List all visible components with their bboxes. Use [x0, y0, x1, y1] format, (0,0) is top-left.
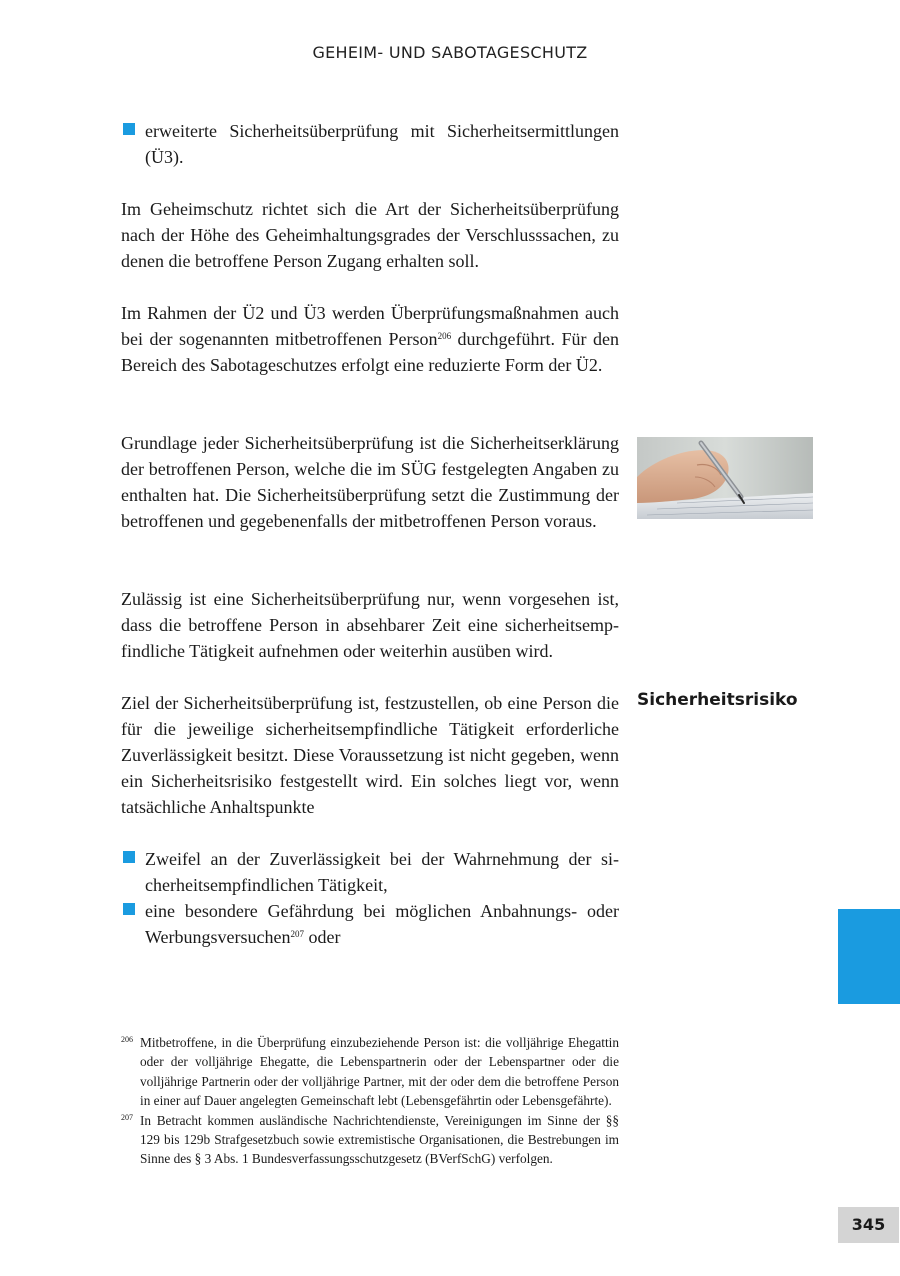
square-bullet-icon [123, 903, 135, 915]
footnote-text: Mitbetroffene, in die Überprüfung einzubeziehende Person ist: die volljährige Ehegattin oder der volljährige Ehegatte, die Lebenspartnerin oder der Lebenspartner oder die volljährige Partnerin oder der volljährige Partner, mit der oder dem die betroffene Person in einer auf Dauer angelegten Gemeinschaft lebt (Lebensgefährtin oder Lebensgefährte). [140, 1035, 619, 1109]
paragraph-text [121, 300, 619, 378]
paragraph-zulaessig [121, 586, 619, 664]
paragraph-text: Im Geheimschutz richtet sich die Art der Sicherheitsüberprüfung nach der Höhe des Geheimhaltungsgrades der Verschlusssachen, zu denen die betroffene Person Zugang erhalten soll. [121, 199, 619, 271]
running-header: GEHEIM- UND SABOTAGESCHUTZ [312, 43, 588, 62]
list-item-text: Zweifel an der Zuverlässigkeit bei der Wahrnehmung der sicherheitsempfindlichen Tätigkeit, [145, 849, 619, 895]
list-item-text-after: oder [304, 927, 341, 947]
list-item-text: erweiterte Sicherheitsüberprüfung mit Sicherheitsermittlungen (Ü3). [145, 121, 619, 167]
square-bullet-icon [123, 123, 135, 135]
footnote-ref-206[interactable]: 206 [437, 331, 452, 341]
paragraph-text: Zulässig ist eine Sicherheitsüberprüfung nur, wenn vorgesehen ist, dass die betroffene Person in absehbarer Zeit eine sicherheitsempfindliche Tätigkeit aufnehmen oder weiterhin ausüben wird. [121, 589, 619, 661]
square-bullet-icon [123, 851, 135, 863]
paragraph-grundlage [121, 430, 619, 534]
footnote-207 [121, 1111, 619, 1169]
chapter-thumb-tab [838, 909, 900, 1004]
paragraph-ziel [121, 690, 619, 820]
bullet-list-top [121, 118, 619, 170]
hand-writing-photo [637, 437, 813, 519]
paragraph-text-before: Im Rahmen der Ü2 und Ü3 werden Überprüfungsmaßnahmen auch bei der sogenannten mitbetroffenen Person [121, 303, 619, 349]
paragraph-mitbetroffene [121, 300, 619, 378]
hand-writing-illustration [637, 437, 813, 519]
footnote-text: In Betracht kommen ausländische Nachrichtendienste, Vereinigungen im Sinne der §§ 129 bis 129b Strafgesetzbuch sowie extremistische Organisationen, die Bestrebungen im Sinne des § 3 Abs. 1 Bundesverfassungsschutzgesetz (BVerfSchG) verfolgen. [140, 1112, 619, 1167]
list-item-text-before: eine besondere Gefährdung bei möglichen Anbahnungs- oder Werbungsversuchen [145, 901, 619, 947]
paragraph-text: Ziel der Sicherheitsüberprüfung ist, festzustellen, ob eine Person die für die jeweilige sicherheitsempfindliche Tätigkeit erforderliche Zuverlässigkeit besitzt. Diese Voraussetzung ist nicht gegeben, wenn ein Sicherheitsrisiko festgestellt wird. Ein solches liegt vor, wenn tatsächliche Anhaltspunkte [121, 693, 619, 817]
paragraph-geheimschutz [121, 196, 619, 274]
margin-heading: Sicherheitsrisiko [637, 690, 798, 710]
paragraph-text: Grundlage jeder Sicherheitsüberprüfung ist die Sicherheitserklärung der betroffenen Person, welche die im SÜG festgelegten Angaben zu enthalten hat. Die Sicherheitsüberprüfung setzt die Zustimmung der betroffenen und gegebenenfalls der mitbetroffenen Person voraus. [121, 433, 619, 531]
footnote-number: 206 [121, 1035, 133, 1044]
list-item [121, 118, 619, 170]
page-number: 345 [838, 1207, 899, 1243]
footnote-ref-207[interactable]: 207 [290, 929, 305, 939]
footnotes [121, 1033, 619, 1169]
list-item [121, 846, 619, 898]
paragraph-text-after: durchgeführt. Für den Bereich des Sabotageschutzes erfolgt eine reduzierte Form der Ü2. [121, 329, 619, 375]
list-item [121, 898, 619, 950]
bullet-list-bottom [121, 846, 619, 950]
footnote-206 [121, 1033, 619, 1111]
footnote-number: 207 [121, 1112, 133, 1122]
